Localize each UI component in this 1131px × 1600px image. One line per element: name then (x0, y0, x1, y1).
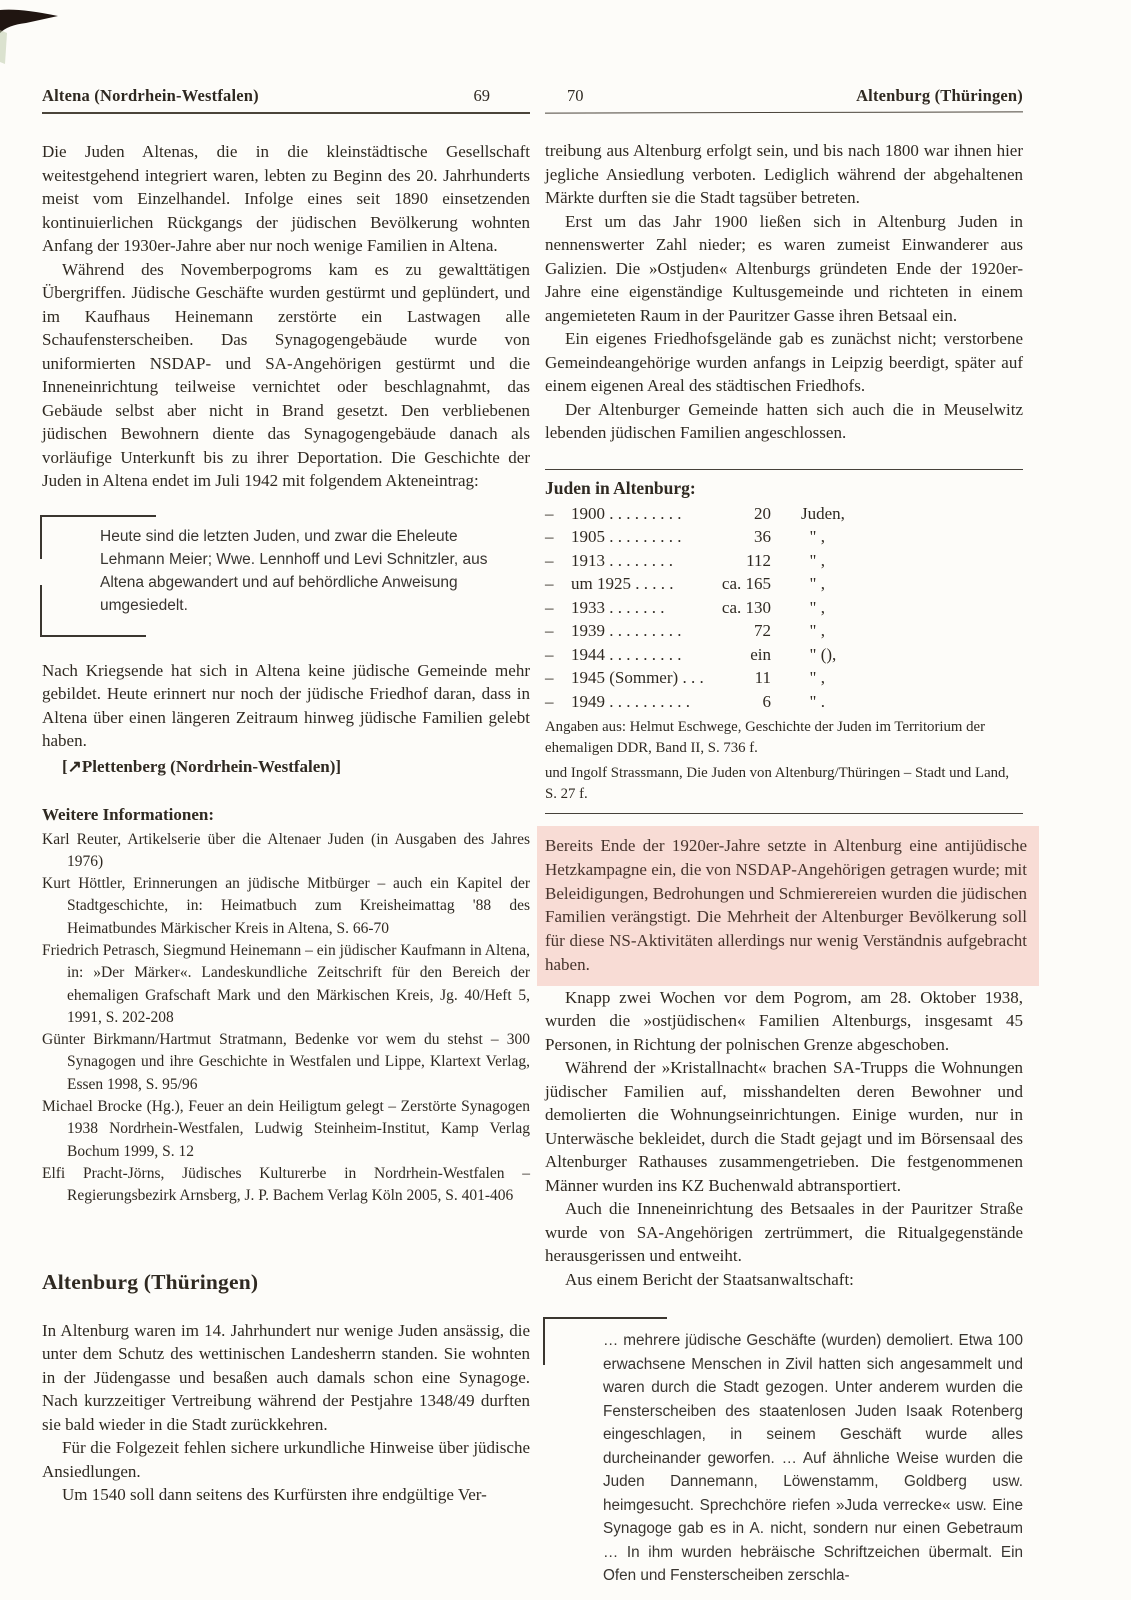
header-rule (42, 112, 530, 114)
more-info-heading: Weitere Informationen: (42, 804, 215, 824)
paragraph: Für die Folgezeit fehlen sichere urkundliche Hinweise über jüdische Ansiedlungen. (42, 1438, 530, 1481)
dot-leader: . . . . . . . . . (609, 644, 682, 664)
running-head-left (42, 86, 530, 106)
paragraph: Nach Kriegsende hat sich in Altena keine jüdische Gemeinde mehr gebildet. Heute erinnert nur noch der jüdische Friedhof daran, dass in Altena über einen längeren Zeitraum hinweg jüdische Familien gelebt haben. (42, 660, 530, 750)
dot-leader: . . . . . . . . . (609, 503, 682, 523)
table-row (545, 525, 1023, 549)
row-unit: " , (801, 668, 825, 687)
row-dash: – (545, 668, 554, 687)
paragraph: treibung aus Altenburg erfolgt sein, und bis nach 1800 war ihnen hier jegliche Ansiedlung verboten. Lediglich während der abgehaltenen Märkte durften sie die Stadt tagsüber betreten. (545, 141, 1023, 207)
quote-text: … mehrere jüdische Geschäfte (wurden) demoliert. Etwa 100 erwachsene Menschen in Zivil hatten sich angesammelt und waren durch die Stadt gezogen. Unter anderem wurden die Fensterscheiben des staatenlosen Juden Isaak Rotenberg eingeschlagen, in seinem Geschäft wurde alles durcheinander geworfen. … Auf ähnliche Weise wurden die Juden Dannemann, Löwenstamm, Goldberg usw. heimgesucht. Sprechchöre riefen »Juda verrecke« usw. Eine Synagoge gab es in A. nicht, sondern nur einen Gebetraum … In ihm wurden hebräische Schriftzeichen übermalt. Ein Ofen und Fensterscheiben zerschla- (603, 1332, 1023, 1585)
year: 1949 (571, 691, 605, 711)
paragraph: In Altenburg waren im 14. Jahrhundert nur wenige Juden ansässig, die unter dem Schutz des wettinischen Landesherrn standen. Sie wohnten in der Jüdengasse und besaßen auch damals schon eine Synagoge. Nach kurzzeitiger Vertreibung während der Pestjahre 1348/49 durften sie bald wieder in die Stadt zurückkehren. (42, 1320, 530, 1434)
paragraph: Die Juden Altenas, die in die kleinstädtische Gesellschaft weitestgehend integriert waren, lebten zu Beginn des 20. Jahrhunderts meist vom Einzelhandel. Infolge eines seit 1890 einsetzenden kontinuierlichen Rückgangs der jüdischen Bevölkerung wohnten Anfang der 1930er-Jahre aber nur noch wenige Familien in Altena. (42, 142, 530, 255)
bibliography-entry: Elfi Pracht-Jörns, Jüdisches Kulturerbe in Nordrhein-Westfalen – Regierungsbezirk Arnsberg, J. P. Bachem Verlag Köln 2005, S. 401-406 (42, 1164, 530, 1205)
archive-quote-block (42, 521, 530, 625)
paragraph: Der Altenburger Gemeinde hatten sich auch die in Meuselwitz lebenden jüdischen Familien angeschlossen. (545, 399, 1023, 442)
row-value: 11 (754, 668, 771, 687)
header-rule (545, 111, 1023, 113)
paragraph: Aus einem Bericht der Staatsanwaltschaft: (565, 1269, 854, 1289)
table-row (545, 596, 1023, 620)
population-table (545, 478, 1023, 714)
row-dash: – (545, 503, 554, 523)
table-row (545, 549, 1023, 573)
source-note: Angaben aus: Helmut Eschwege, Geschichte der Juden im Territorium der ehemaligen DDR, Band II, S. 736 f. (545, 719, 985, 756)
paragraph: Um 1540 soll dann seitens des Kurfürsten ihre endgültige Ver- (62, 1485, 487, 1505)
row-unit: " , (801, 574, 825, 593)
paragraph: Während der »Kristallnacht« brachen SA-Trupps die Wohnungen jüdischer Familien auf, misshandelten deren Bewohner und demolierten die Wohnungseinrichtungen. Einige wurden, nur in Unterwäsche bekleidet, durch die Stadt gejagt und im Börsensaal des Altenburger Rathauses zusammengetrieben. Die festgenommenen Männer wurden ins KZ Buchenwald abtransportiert. (545, 1058, 1023, 1195)
row-dash: – (545, 550, 554, 570)
dot-leader: . . . (682, 668, 704, 687)
year: 1939 (571, 621, 605, 640)
row-value: ca. 130 (721, 597, 771, 617)
row-dash: – (545, 621, 554, 640)
page-left-column (42, 86, 530, 1507)
dot-leader: . . . . . . . . . . (609, 691, 690, 711)
row-year (571, 525, 713, 549)
year: 1945 (Sommer) (571, 668, 679, 687)
table-title: Juden in Altenburg: (545, 477, 696, 498)
year: um 1925 (571, 574, 631, 593)
row-dash: – (545, 691, 554, 711)
row-unit: " . (801, 691, 825, 711)
row-value: 72 (754, 621, 771, 640)
year: 1944 (571, 644, 605, 664)
right-body (545, 139, 1027, 1588)
row-year (571, 502, 713, 526)
bibliography-entry: Friedrich Petrasch, Siegmund Heinemann – ein jüdischer Kaufmann in Altena, in: »Der Märker«. Landeskundliche Zeitschrift für den Bereich der ehemaligen Grafschaft Mark und den Märkischen Kreis, Jg. 40/Heft 5, 1991, S. 202-208 (42, 941, 530, 1026)
highlighted-passage (537, 826, 1039, 986)
table-row (545, 643, 1023, 667)
row-year (571, 596, 713, 620)
table-row (545, 666, 1023, 690)
table-row (545, 619, 1023, 643)
table-top-rule (545, 469, 1023, 470)
paragraph: Bereits Ende der 1920er-Jahre setzte in Altenburg eine antijüdische Hetzkampagne ein, die von NSDAP-Angehörigen getragen wurde; mit Beleidigungen, Bedrohungen und Schmierereien wurden die jüdischen Familien verängstigt. Die Mehrheit der Altenburger Bevölkerung soll für diese NS-Aktivitäten allerdings nur wenig Verständnis aufgebracht haben. (545, 836, 1027, 974)
dot-leader: . . . . . . . (609, 597, 665, 617)
section-body (42, 1319, 530, 1507)
table-bottom-rule (545, 813, 1023, 814)
row-value: ein (750, 644, 771, 664)
row-value: 20 (754, 503, 771, 523)
row-value: 6 (762, 691, 771, 711)
row-unit: " (), (801, 644, 837, 664)
dot-leader: . . . . . . . . . (609, 527, 682, 546)
table-row (545, 572, 1023, 596)
row-dash: – (545, 644, 554, 664)
paragraph: Während des Novemberpogroms kam es zu gewalttätigen Übergriffen. Jüdische Geschäfte wurden gestürmt und geplündert, und im Kaufhaus Heinemann zerstörte ein Lastwagen alle Schaufensterscheiben. Das Synagogengebäude wurde von uniformierten NSDAP- und SA-Angehörigen gestürmt und die Inneneinrichtung teilweise vernichtet oder beschlagnahmt, das Gebäude selbst aber nicht in Brand gesetzt. Den verbliebenen jüdischen Bewohnern diente das Synagogengebäude danach als vorläufige Unterkunft bis zu ihrer Deportation. Die Geschichte der Juden in Altena endet im Juli 1942 mit folgendem Akteneintrag: (42, 259, 530, 490)
row-unit: " , (801, 597, 825, 617)
scan-artifact (0, 0, 70, 70)
table-row (545, 690, 1023, 714)
table-row (545, 502, 1023, 526)
paragraph: Knapp zwei Wochen vor dem Pogrom, am 28. Oktober 1938, wurden die »ostjüdischen« Familien Altenburgs, insgesamt 45 Personen, in Richtung der polnischen Grenze abgeschoben. (545, 987, 1023, 1054)
row-year (571, 549, 713, 573)
prosecutor-report-quote-block (545, 1317, 1023, 1588)
paragraph: Auch die Inneneinrichtung des Betsaales in der Pauritzer Straße wurde von SA-Angehörigen zertrümmert, die Ritualgegenstände herausgerissen und entweiht. (545, 1199, 1023, 1266)
paragraph: Ein eigenes Friedhofsgelände gab es zunächst nicht; verstorbene Gemeindeangehörige wurden anfangs in Leipzig beerdigt, später auf einem eigenen Areal des städtischen Friedhofs. (545, 329, 1023, 395)
row-year (571, 666, 713, 690)
running-head-right (545, 86, 1023, 106)
row-unit: " , (801, 621, 825, 640)
row-year (571, 690, 713, 714)
year: 1900 (571, 503, 605, 523)
quote-text: Heute sind die letzten Juden, und zwar die Eheleute Lehmann Meier; Wwe. Lennhoff und Levi Schnitzler, aus Altena abgewandert und auf behördliche Anweisung umgesiedelt. (100, 527, 488, 614)
running-head-title: Altena (Nordrhein-Westfalen) (42, 86, 259, 105)
dot-leader: . . . . . . . . (609, 550, 673, 570)
left-body (42, 140, 530, 1507)
bibliography-entry: Günter Birkmann/Hartmut Stratmann, Bedenke vor wem du stehst – 300 Synagogen und ihre Geschichte in Westfalen und Lippe, Klartext Verlag, Essen 1998, S. 95/96 (42, 1031, 530, 1093)
page-number: 70 (567, 86, 584, 105)
row-year (571, 619, 713, 643)
year: 1913 (571, 550, 605, 570)
cross-reference: [↗Plettenberg (Nordrhein-Westfalen)] (62, 756, 342, 776)
page-right-column (545, 86, 1027, 1588)
paragraph: Erst um das Jahr 1900 ließen sich in Altenburg Juden in nennenswerter Zahl nieder; es waren zumeist Einwanderer aus Galizien. Die »Ostjuden« Altenburgs gründeten Ende der 1920er-Jahre eine eigenständige Kultusgemeinde und richteten in einem angemieteten Raum in der Pauritzer Gasse ihren Betsaal ein. (545, 211, 1023, 325)
bibliography-entry: Michael Brocke (Hg.), Feuer an dein Heiligtum gelegt – Zerstörte Synagogen 1938 Nordrhein-Westfalen, Ludwig Steinheim-Institut, Kamp Verlag Bochum 1999, S. 12 (42, 1098, 530, 1160)
row-value: 36 (754, 527, 771, 546)
year: 1905 (571, 527, 605, 546)
row-unit: " , (801, 527, 825, 546)
row-dash: – (545, 527, 554, 546)
dot-leader: . . . . . (635, 574, 674, 593)
row-unit: Juden, (801, 503, 845, 523)
bibliography-entry: Karl Reuter, Artikelserie über die Altenaer Juden (in Ausgaben des Jahres 1976) (42, 830, 530, 870)
running-head-title: Altenburg (Thüringen) (856, 86, 1023, 105)
page-number: 69 (473, 86, 490, 105)
year: 1933 (571, 597, 605, 617)
dot-leader: . . . . . . . . . (609, 621, 682, 640)
row-value: 112 (746, 550, 771, 570)
row-dash: – (545, 574, 554, 593)
row-year (571, 572, 713, 596)
row-dash: – (545, 597, 554, 617)
row-value: ca. 165 (721, 574, 771, 593)
source-note: und Ingolf Strassmann, Die Juden von Altenburg/Thüringen – Stadt und Land, S. 27 f. (545, 765, 1010, 802)
row-unit: " , (801, 550, 825, 570)
section-heading: Altenburg (Thüringen) (42, 1269, 259, 1294)
row-year (571, 643, 713, 667)
bibliography-entry: Kurt Höttler, Erinnerungen an jüdische Mitbürger – auch ein Kapitel der Stadtgeschichte, in: Heimatbuch zum Kreisheimattag '88 des Heimatbundes Märkischer Kreis in Altena, S. 66-70 (42, 875, 530, 937)
